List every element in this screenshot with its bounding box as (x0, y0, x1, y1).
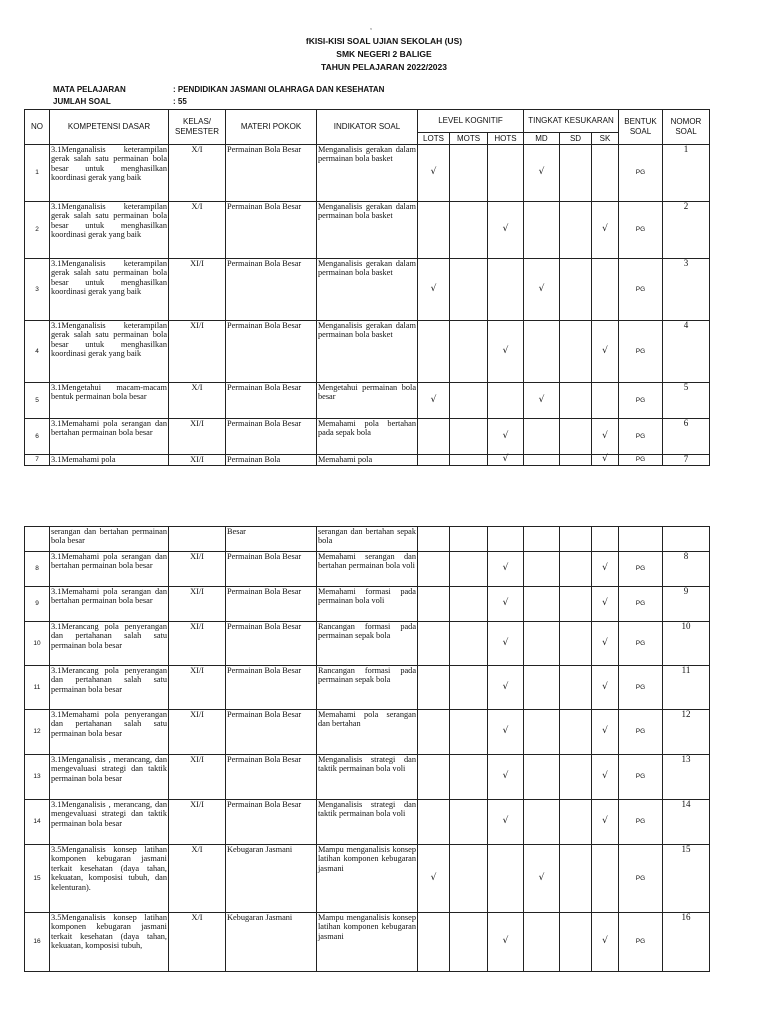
cell-indikator: Mengetahui permainan bola besar (317, 383, 418, 419)
cell-hots: √ (488, 455, 524, 466)
col-kd-header: KOMPETENSI DASAR (50, 110, 169, 145)
table-row (25, 913, 710, 972)
cell-nomor: 10 (663, 622, 710, 666)
cell-kd: 3.1Memahami pola serangan dan bertahan permainan bola besar (50, 552, 169, 587)
cell-mots (450, 913, 488, 972)
cell-kelas: XI/I (169, 259, 226, 321)
cell-no: 6 (25, 419, 50, 455)
cell-mots (450, 383, 488, 419)
cell-mots (450, 755, 488, 800)
cell-no: 3 (25, 259, 50, 321)
cell-nomor: 13 (663, 755, 710, 800)
cell-lots (418, 800, 450, 845)
cell-sd (560, 552, 592, 587)
cell-hots: √ (488, 202, 524, 259)
document-title: fKISI-KISI SOAL UJIAN SEKOLAH (US) (305, 36, 463, 46)
cell-kd: 3.5Menganalisis konsep latihan komponen kebugaran jasmani terkait kesehatan (daya tahan, kekuatan, komposisi tubuh, (50, 913, 169, 972)
cell-materi: Permainan Bola Besar (226, 710, 317, 755)
cell-kd: 3.1Menganalisis keterampilan gerak salah satu permainan bola besar untuk menghasilkan koordinasi gerak yang baik (50, 202, 169, 259)
cell-lots (418, 587, 450, 622)
cell-indikator: Mampu menganalisis konsep latihan komponen kebugaran jasmani (317, 913, 418, 972)
cell-kd: 3.1Memahami pola (50, 455, 169, 466)
cell-hots: √ (488, 710, 524, 755)
document-page-2 (0, 485, 768, 1024)
cell-indikator: Rancangan formasi pada permainan sepak bola (317, 622, 418, 666)
cell-sk: √ (592, 913, 619, 972)
cell-materi: Permainan Bola Besar (226, 666, 317, 710)
cell-hots: √ (488, 587, 524, 622)
cell-indikator: Menganalisis gerakan dalam permainan bola basket (317, 321, 418, 383)
cell-nomor: 12 (663, 710, 710, 755)
cell-md: √ (524, 145, 560, 202)
cell-bentuk: PG (619, 455, 663, 466)
cell-mots (450, 587, 488, 622)
col-materi-header: MATERI POKOK (226, 110, 317, 145)
table-row (25, 259, 710, 321)
cell-indikator: Menganalisis strategi dan taktik permainan bola voli (317, 800, 418, 845)
cell-kd: 3.1Menganalisis , merancang, dan mengevaluasi strategi dan taktik permainan bola besar (50, 800, 169, 845)
cell-hots (488, 145, 524, 202)
cell-materi: Permainan Bola Besar (226, 800, 317, 845)
table-row (25, 383, 710, 419)
cell-md (524, 622, 560, 666)
cell-kd: 3.1Menganalisis , merancang, dan mengevaluasi strategi dan taktik permainan bola besar (50, 755, 169, 800)
cell-lots: √ (418, 845, 450, 913)
cell-indikator: serangan dan bertahan sepak bola (317, 527, 418, 552)
table-row (25, 666, 710, 710)
cell-sd (560, 587, 592, 622)
cell-sk: √ (592, 800, 619, 845)
cell-sk (592, 845, 619, 913)
cell-kelas: X/I (169, 913, 226, 972)
cell-no: 1 (25, 145, 50, 202)
cell-bentuk: PG (619, 383, 663, 419)
cell-md (524, 587, 560, 622)
cell-md (524, 552, 560, 587)
cell-kd: 3.1Memahami pola serangan dan bertahan permainan bola besar (50, 419, 169, 455)
col-nomor-header: NOMOR SOAL (663, 110, 710, 145)
document-page-1 (0, 0, 768, 485)
table-row (25, 202, 710, 259)
cell-no: 11 (25, 666, 50, 710)
cell-bentuk: PG (619, 800, 663, 845)
cell-md (524, 913, 560, 972)
cell-kelas: X/I (169, 383, 226, 419)
cell-nomor: 11 (663, 666, 710, 710)
cell-indikator: Menganalisis strategi dan taktik permainan bola voli (317, 755, 418, 800)
cell-hots: √ (488, 800, 524, 845)
cell-hots: √ (488, 622, 524, 666)
cell-nomor: 7 (663, 455, 710, 466)
cell-indikator: Memahami pola (317, 455, 418, 466)
cell-sk (592, 383, 619, 419)
cell-bentuk: PG (619, 710, 663, 755)
table-row (25, 419, 710, 455)
cell-kd: 3.1Memahami pola penyerangan dan pertahanan salah satu permainan bola besar (50, 710, 169, 755)
cell-materi: Permainan Bola Besar (226, 145, 317, 202)
cell-bentuk: PG (619, 145, 663, 202)
cell-indikator: Rancangan formasi pada permainan sepak bola (317, 666, 418, 710)
table-row (25, 755, 710, 800)
cell-hots (488, 845, 524, 913)
cell-materi: Permainan Bola Besar (226, 259, 317, 321)
cell-indikator: Menganalisis gerakan dalam permainan bola basket (317, 259, 418, 321)
cell-materi: Permainan Bola Besar (226, 202, 317, 259)
cell-no: 14 (25, 800, 50, 845)
cell-sk: √ (592, 419, 619, 455)
cell-lots (418, 913, 450, 972)
cell-mots (450, 845, 488, 913)
cell-bentuk: PG (619, 321, 663, 383)
cell-nomor: 14 (663, 800, 710, 845)
table-row (25, 455, 710, 466)
cell-sk: √ (592, 755, 619, 800)
cell-materi: Permainan Bola Besar (226, 552, 317, 587)
table-row (25, 845, 710, 913)
school-name: SMK NEGERI 2 BALIGE (336, 49, 432, 59)
col-hots-header: HOTS (488, 133, 524, 145)
subject-label: MATA PELAJARAN (53, 85, 126, 94)
cell-bentuk: PG (619, 622, 663, 666)
subject-value: : PENDIDIKAN JASMANI OLAHRAGA DAN KESEHATAN (173, 85, 385, 94)
cell-bentuk: PG (619, 755, 663, 800)
question-count-label: JUMLAH SOAL (53, 97, 111, 106)
col-bentuk-header: BENTUK SOAL (619, 110, 663, 145)
cell-materi: Permainan Bola Besar (226, 587, 317, 622)
cell-hots: √ (488, 666, 524, 710)
cell-kd: 3.1Mengetahui macam-macam bentuk permainan bola besar (50, 383, 169, 419)
cell-kd: 3.1Memahami pola serangan dan bertahan permainan bola besar (50, 587, 169, 622)
cell-sd (560, 259, 592, 321)
cell-kd: 3.1Merancang pola penyerangan dan pertahanan salah satu permainan bola besar (50, 666, 169, 710)
col-tingkat-header: TINGKAT KESUKARAN (524, 110, 619, 133)
cell-mots (450, 666, 488, 710)
cell-md: √ (524, 259, 560, 321)
cell-nomor: 15 (663, 845, 710, 913)
cell-mots (450, 202, 488, 259)
cell-sd (560, 755, 592, 800)
cell-nomor: 3 (663, 259, 710, 321)
cell-no: 10 (25, 622, 50, 666)
cell-lots (418, 666, 450, 710)
cell-kd: 3.5Menganalisis konsep latihan komponen kebugaran jasmani terkait kesehatan (daya tahan, kekuatan, komposisi tubuh, dan kelenturan). (50, 845, 169, 913)
cell-indikator: Menganalisis gerakan dalam permainan bola basket (317, 202, 418, 259)
table-row (25, 552, 710, 587)
cell-kelas: X/I (169, 202, 226, 259)
cell-lots (418, 622, 450, 666)
cell-kelas: XI/I (169, 755, 226, 800)
cell-kd: 3.1Merancang pola penyerangan dan pertahanan salah satu permainan bola besar (50, 622, 169, 666)
cell-sd (560, 145, 592, 202)
cell-hots (488, 383, 524, 419)
cell-materi: Kebugaran Jasmani (226, 913, 317, 972)
cell-bentuk: PG (619, 587, 663, 622)
cell-indikator: Mampu menganalisis konsep latihan komponen kebugaran jasmani (317, 845, 418, 913)
table-row-continuation (25, 527, 710, 552)
cell-nomor: 5 (663, 383, 710, 419)
cell-nomor: 6 (663, 419, 710, 455)
cell-mots (450, 145, 488, 202)
cell-kelas: XI/I (169, 622, 226, 666)
cell-sd (560, 419, 592, 455)
cell-bentuk: PG (619, 913, 663, 972)
cell-sd (560, 845, 592, 913)
cell-nomor: 9 (663, 587, 710, 622)
cell-no: 2 (25, 202, 50, 259)
cell-lots (418, 710, 450, 755)
cell-sd (560, 710, 592, 755)
cell-sd (560, 666, 592, 710)
cell-sk: √ (592, 455, 619, 466)
cell-hots: √ (488, 321, 524, 383)
cell-kelas: X/I (169, 145, 226, 202)
table-row (25, 622, 710, 666)
cell-lots (418, 755, 450, 800)
cell-md (524, 710, 560, 755)
cell-kelas: X/I (169, 845, 226, 913)
cell-materi: Permainan Bola (226, 455, 317, 466)
cell-no: 5 (25, 383, 50, 419)
cell-sk: √ (592, 587, 619, 622)
cell-no: 12 (25, 710, 50, 755)
cell-bentuk: PG (619, 552, 663, 587)
cell-nomor: 16 (663, 913, 710, 972)
academic-year: TAHUN PELAJARAN 2022/2023 (321, 62, 447, 72)
cell-sk (592, 145, 619, 202)
cell-hots: √ (488, 913, 524, 972)
cell-md: √ (524, 845, 560, 913)
cell-sd (560, 800, 592, 845)
cell-nomor: 1 (663, 145, 710, 202)
cell-lots (418, 202, 450, 259)
cell-hots: √ (488, 419, 524, 455)
cell-indikator: Memahami pola bertahan pada sepak bola (317, 419, 418, 455)
cell-md (524, 755, 560, 800)
cell-nomor: 4 (663, 321, 710, 383)
cell-sd (560, 455, 592, 466)
cell-mots (450, 622, 488, 666)
cell-sk (592, 259, 619, 321)
cell-bentuk: PG (619, 666, 663, 710)
cell-mots (450, 455, 488, 466)
header-mark: , (370, 24, 372, 31)
cell-kd: 3.1Menganalisis keterampilan gerak salah satu permainan bola besar untuk menghasilkan koordinasi gerak yang baik (50, 259, 169, 321)
cell-indikator: Memahami formasi pada permainan bola voli (317, 587, 418, 622)
cell-lots (418, 455, 450, 466)
cell-md (524, 202, 560, 259)
cell-no: 9 (25, 587, 50, 622)
cell-nomor: 8 (663, 552, 710, 587)
cell-md (524, 666, 560, 710)
cell-no: 7 (25, 455, 50, 466)
cell-mots (450, 710, 488, 755)
col-no-header: NO (25, 110, 50, 145)
col-kelas-header: KELAS/ SEMESTER (169, 110, 226, 145)
cell-mots (450, 552, 488, 587)
cell-nomor: 2 (663, 202, 710, 259)
cell-materi: Permainan Bola Besar (226, 419, 317, 455)
table-row (25, 710, 710, 755)
cell-mots (450, 800, 488, 845)
cell-kelas: XI/I (169, 666, 226, 710)
cell-no: 15 (25, 845, 50, 913)
cell-kelas: XI/I (169, 455, 226, 466)
cell-sd (560, 202, 592, 259)
cell-md (524, 419, 560, 455)
table-row (25, 587, 710, 622)
cell-kelas: XI/I (169, 552, 226, 587)
cell-lots (418, 321, 450, 383)
col-indikator-header: INDIKATOR SOAL (317, 110, 418, 145)
cell-sk: √ (592, 666, 619, 710)
cell-bentuk: PG (619, 202, 663, 259)
cell-materi: Besar (226, 527, 317, 552)
cell-lots (418, 419, 450, 455)
cell-md (524, 455, 560, 466)
grid-table-page-1 (24, 109, 710, 466)
cell-kelas: XI/I (169, 800, 226, 845)
cell-materi: Permainan Bola Besar (226, 755, 317, 800)
cell-md (524, 800, 560, 845)
cell-sk: √ (592, 710, 619, 755)
cell-kelas: XI/I (169, 710, 226, 755)
cell-kd: 3.1Menganalisis keterampilan gerak salah satu permainan bola besar untuk menghasilkan koordinasi gerak yang baik (50, 321, 169, 383)
cell-mots (450, 259, 488, 321)
cell-no: 4 (25, 321, 50, 383)
cell-hots (488, 259, 524, 321)
cell-materi: Kebugaran Jasmani (226, 845, 317, 913)
cell-kelas: XI/I (169, 587, 226, 622)
question-count-value: : 55 (173, 97, 187, 106)
table-row (25, 321, 710, 383)
cell-materi: Permainan Bola Besar (226, 321, 317, 383)
cell-kelas (169, 527, 226, 552)
cell-materi: Permainan Bola Besar (226, 383, 317, 419)
cell-sk: √ (592, 321, 619, 383)
table-row (25, 145, 710, 202)
cell-kelas: XI/I (169, 321, 226, 383)
cell-kd: serangan dan bertahan permainan bola besar (50, 527, 169, 552)
col-lots-header: LOTS (418, 133, 450, 145)
col-md-header: MD (524, 133, 560, 145)
cell-no (25, 527, 50, 552)
cell-sk: √ (592, 202, 619, 259)
col-level-header: LEVEL KOGNITIF (418, 110, 524, 133)
grid-table-page-2 (24, 526, 710, 972)
cell-bentuk: PG (619, 419, 663, 455)
cell-md: √ (524, 383, 560, 419)
cell-no: 13 (25, 755, 50, 800)
cell-bentuk: PG (619, 259, 663, 321)
cell-sd (560, 622, 592, 666)
cell-kelas: XI/I (169, 419, 226, 455)
cell-indikator: Memahami pola serangan dan bertahan (317, 710, 418, 755)
cell-md (524, 321, 560, 383)
cell-bentuk: PG (619, 845, 663, 913)
col-sk-header: SK (592, 133, 619, 145)
cell-lots: √ (418, 383, 450, 419)
cell-sd (560, 383, 592, 419)
cell-hots: √ (488, 755, 524, 800)
col-sd-header: SD (560, 133, 592, 145)
cell-lots: √ (418, 145, 450, 202)
cell-indikator: Memahami serangan dan bertahan permainan bola voli (317, 552, 418, 587)
cell-indikator: Menganalisis gerakan dalam permainan bola basket (317, 145, 418, 202)
cell-mots (450, 321, 488, 383)
cell-no: 16 (25, 913, 50, 972)
cell-hots: √ (488, 552, 524, 587)
table-row (25, 800, 710, 845)
cell-mots (450, 419, 488, 455)
cell-sk: √ (592, 622, 619, 666)
cell-lots (418, 552, 450, 587)
cell-sd (560, 321, 592, 383)
cell-sd (560, 913, 592, 972)
cell-lots: √ (418, 259, 450, 321)
col-mots-header: MOTS (450, 133, 488, 145)
cell-kd: 3.1Menganalisis keterampilan gerak salah satu permainan bola besar untuk menghasilkan koordinasi gerak yang baik (50, 145, 169, 202)
cell-materi: Permainan Bola Besar (226, 622, 317, 666)
cell-sk: √ (592, 552, 619, 587)
cell-no: 8 (25, 552, 50, 587)
